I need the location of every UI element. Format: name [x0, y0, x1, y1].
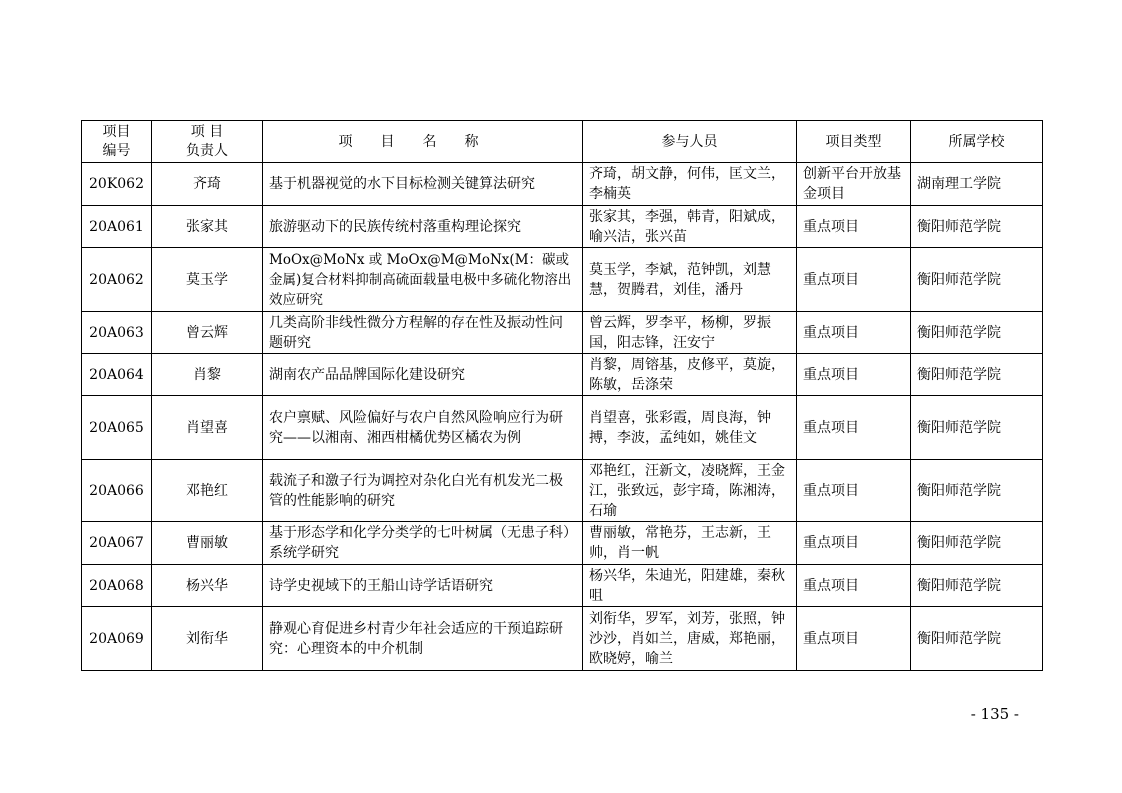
cell-id: 20A061	[82, 206, 152, 248]
table-header-row	[82, 121, 1043, 163]
cell-members: 肖黎，周镕基，皮修平，莫旋，陈敏，岳涤荣	[583, 354, 797, 396]
cell-type: 重点项目	[797, 396, 911, 460]
cell-members: 刘衔华，罗军，刘芳，张照，钟沙沙，肖如兰，唐威，郑艳丽，欧晓婷，喻兰	[583, 607, 797, 671]
table-row	[82, 396, 1043, 460]
cell-school: 衡阳师范学院	[911, 460, 1043, 522]
cell-school: 衡阳师范学院	[911, 248, 1043, 312]
cell-id: 20K062	[82, 163, 152, 206]
cell-members: 肖望喜，张彩霞，周良海，钟搏，李波，孟纯如，姚佳文	[583, 396, 797, 460]
cell-id: 20A067	[82, 522, 152, 565]
cell-leader: 杨兴华	[152, 565, 263, 607]
cell-type: 重点项目	[797, 522, 911, 565]
header-school: 所属学校	[911, 121, 1043, 163]
table-row	[82, 163, 1043, 206]
cell-name: 湖南农产品品牌国际化建设研究	[263, 354, 583, 396]
cell-members: 曹丽敏，常艳芬，王志新，王帅，肖一帆	[583, 522, 797, 565]
cell-id: 20A065	[82, 396, 152, 460]
cell-leader: 张家其	[152, 206, 263, 248]
cell-name: 基于形态学和化学分类学的七叶树属（无患子科）系统学研究	[263, 522, 583, 565]
cell-name: 静观心育促进乡村青少年社会适应的干预追踪研究：心理资本的中介机制	[263, 607, 583, 671]
table-row	[82, 312, 1043, 354]
cell-id: 20A063	[82, 312, 152, 354]
cell-members: 张家其，李强，韩青，阳斌成，喻兴洁，张兴苗	[583, 206, 797, 248]
cell-id: 20A062	[82, 248, 152, 312]
cell-leader: 莫玉学	[152, 248, 263, 312]
cell-id: 20A064	[82, 354, 152, 396]
cell-members: 莫玉学，李斌，范钟凯，刘慧慧，贺腾君，刘佳，潘丹	[583, 248, 797, 312]
cell-members: 杨兴华，朱迪光，阳建雄，秦秋咀	[583, 565, 797, 607]
cell-school: 衡阳师范学院	[911, 522, 1043, 565]
project-table	[81, 120, 1043, 671]
cell-members: 邓艳红，汪新文，凌晓辉，王金江，张致远，彭宇琦，陈湘涛，石瑜	[583, 460, 797, 522]
cell-name: 基于机器视觉的水下目标检测关键算法研究	[263, 163, 583, 206]
cell-name: 诗学史视域下的王船山诗学话语研究	[263, 565, 583, 607]
table-row	[82, 607, 1043, 671]
table-row	[82, 565, 1043, 607]
cell-id: 20A069	[82, 607, 152, 671]
cell-type: 重点项目	[797, 460, 911, 522]
cell-school: 衡阳师范学院	[911, 396, 1043, 460]
cell-id: 20A066	[82, 460, 152, 522]
cell-type: 重点项目	[797, 354, 911, 396]
cell-school: 衡阳师范学院	[911, 312, 1043, 354]
cell-leader: 肖黎	[152, 354, 263, 396]
cell-leader: 邓艳红	[152, 460, 263, 522]
table-row	[82, 522, 1043, 565]
cell-name: 几类高阶非线性微分方程解的存在性及振动性问题研究	[263, 312, 583, 354]
cell-type: 重点项目	[797, 607, 911, 671]
cell-type: 重点项目	[797, 206, 911, 248]
cell-type: 重点项目	[797, 565, 911, 607]
cell-type: 重点项目	[797, 312, 911, 354]
cell-id: 20A068	[82, 565, 152, 607]
page-number: - 135 -	[970, 705, 1019, 723]
header-members: 参与人员	[583, 121, 797, 163]
cell-type: 重点项目	[797, 248, 911, 312]
cell-name: 载流子和激子行为调控对杂化白光有机发光二极管的性能影响的研究	[263, 460, 583, 522]
header-name: 项目名称	[263, 121, 583, 163]
table-row	[82, 248, 1043, 312]
header-leader: 项 目 负责人	[152, 121, 263, 163]
cell-school: 衡阳师范学院	[911, 206, 1043, 248]
cell-name: 农户禀赋、风险偏好与农户自然风险响应行为研究——以湘南、湘西柑橘优势区橘农为例	[263, 396, 583, 460]
header-type: 项目类型	[797, 121, 911, 163]
cell-school: 衡阳师范学院	[911, 607, 1043, 671]
cell-school: 衡阳师范学院	[911, 354, 1043, 396]
cell-members: 曾云辉，罗李平，杨柳，罗振国，阳志锋，汪安宁	[583, 312, 797, 354]
cell-leader: 肖望喜	[152, 396, 263, 460]
cell-leader: 曹丽敏	[152, 522, 263, 565]
cell-name: MoOx@MoNx 或 MoOx@M@MoNx(M：碳或金属)复合材料抑制高硫面载量电极中多硫化物溶出效应研究	[263, 248, 583, 312]
table-row	[82, 460, 1043, 522]
header-id: 项目 编号	[82, 121, 152, 163]
cell-school: 湖南理工学院	[911, 163, 1043, 206]
cell-members: 齐琦，胡文静，何伟，匡文兰，李楠英	[583, 163, 797, 206]
cell-school: 衡阳师范学院	[911, 565, 1043, 607]
cell-name: 旅游驱动下的民族传统村落重构理论探究	[263, 206, 583, 248]
cell-leader: 刘衔华	[152, 607, 263, 671]
table-row	[82, 354, 1043, 396]
cell-leader: 曾云辉	[152, 312, 263, 354]
cell-type: 创新平台开放基金项目	[797, 163, 911, 206]
cell-leader: 齐琦	[152, 163, 263, 206]
table-row	[82, 206, 1043, 248]
